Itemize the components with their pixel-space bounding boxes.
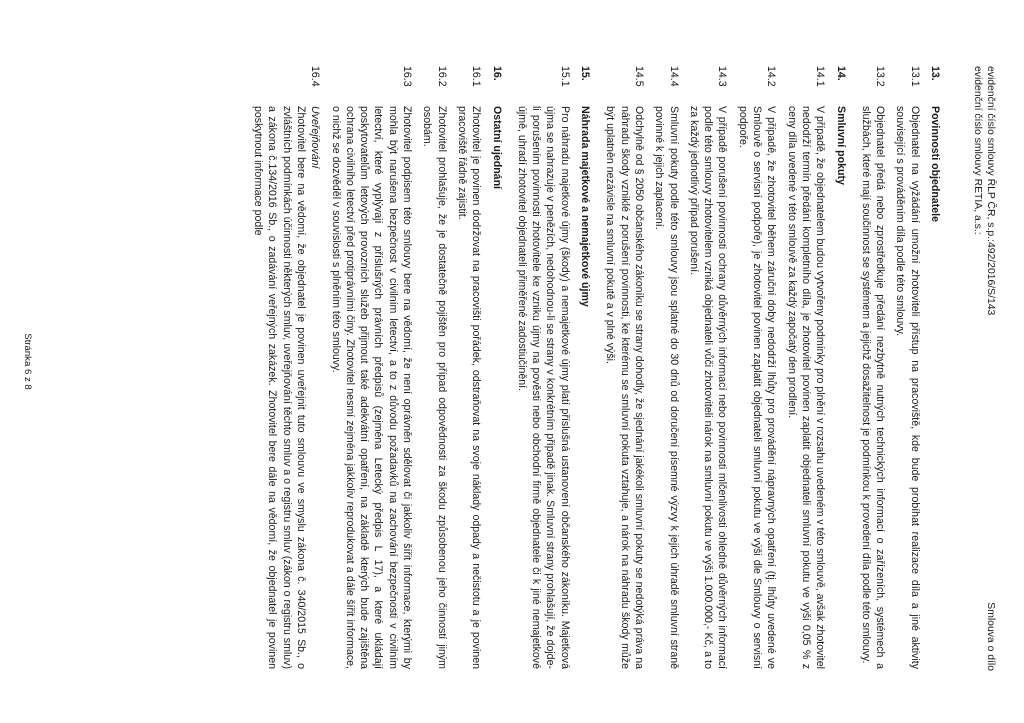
section-number: 13. <box>929 66 941 81</box>
clause-text: V případě porušení povinnosti ochrany důvěrných informací nebo povinnosti mlčenlivosti ohledně důvěrných informací podle této smlouvy zhotovitelem vzniká objednateli vůči zhotoviteli nárok na smluvní pokutu ve výši 1.000.000,- Kč, a to za každý jednotlivý případ porušení. <box>687 106 729 669</box>
clause-number: 13.1 <box>908 66 921 87</box>
clause-subtitle: Uveřejňování <box>309 106 322 169</box>
section-heading: Ostatní ujednání <box>490 106 503 189</box>
clause-text: Objednatel na vyžádání umožní zhotoviteli přístup na pracoviště, kde bude probíhat realizace díla a jiné aktivity související s prováděním díla podle této smlouvy. <box>894 106 921 669</box>
clause <box>652 66 681 669</box>
clause-text: Objednatel předá nebo zprostředkuje předání nezbytně nutných technických informací o zařízeních, systémech a službách, které mají součinnost se systémem a jejichž dosažitelnost je podmínkou k provedení díla podle této smlouvy. <box>859 106 887 669</box>
section-heading: Povinnosti objednatele <box>929 106 941 222</box>
clause <box>687 66 730 669</box>
clause-text: V případě, že objednatelem budou vytvořeny podmínky pro plnění v rozsahu uvedeném v této smlouvě, avšak zhotovitel nedodrží termín předání kompletního díla, je zhotovitel povinen zaplatit objednateli smluvní pokutu ve výši 0,05 % z ceny díla uvedené v této smlouvě za každý započatý den prodlení. <box>785 106 827 669</box>
section-number: 15. <box>579 66 592 81</box>
clause <box>859 66 888 669</box>
clause-body: Zhotovitel bere na vědomí, že objednatel je povinen uveřejnit tuto smlouvu ve smyslu zákona č. 340/2015 Sb., o zvláštních podmínkách účinnosti některých smluv, uveřejňování těchto smluv a o registru smluv (zákon o registru smluv) a zákona č.134/2016 Sb., o zadávání veřejných zakázek. Zhotovitel bere dále na vědomí, že objednatel je povinen poskytnout informace podle <box>252 106 308 669</box>
clause <box>455 66 484 669</box>
clause-number: 16.3 <box>401 66 414 87</box>
clause-text: V případě, že zhotovitel během záruční doby nedodrží lhůty pro provádění nápravných opatření (tj. lhůty uvedené ve Smlouvě o servisní podpoře), je zhotovitel povinen zaplatit objednateli smluvní pokutu ve výši dle Smlouvy o servisní podpoře. <box>736 106 778 669</box>
page-header-left <box>971 66 997 315</box>
clause-text: Zhotovitel podpisem této smlouvy bere na vědomí, že není oprávněn sdělovat či jakkoliv šířit informace, kterými by mohla být narušena bezpečnost v civilním letectví, a to z důvodu požadavků na zachování bezpečnosti v civilním letectví, které vyplývají z příslušných právních předpisů (zejména Letecký předpis L 17), a které ukládají poskytovatelům letových provozních služeb přijmout také adekvátní opatření, na základě kterých bude zajištěna ochrana civilního letectví před protiprávními činy. Zhotovitel nesmí zejména jakkoliv reprodukovat a dále šířit informace, o nichž se dozvěděl v souvislosti s plněním této smlouvy. <box>329 106 414 669</box>
clause-number: 14.1 <box>814 66 827 87</box>
clause-number: 13.2 <box>874 66 887 87</box>
clause-number: 16.2 <box>435 66 448 87</box>
clause-number: 15.1 <box>558 66 571 87</box>
clause-number: 16.1 <box>470 66 483 87</box>
clause-text <box>251 106 322 669</box>
clause-number: 14.5 <box>632 66 645 87</box>
section-title <box>489 66 503 669</box>
document-type-label: Smlouva o dílo <box>985 602 996 671</box>
clause-number: 14.2 <box>765 66 778 87</box>
clause <box>328 66 414 669</box>
section-title <box>928 66 942 669</box>
clause <box>251 66 322 669</box>
clause <box>603 66 646 669</box>
section-title <box>833 66 847 669</box>
contract-number-rlp: evidenční číslo smlouvy ŘLP ČR, s.p.:492/2016/S/143 <box>985 66 996 316</box>
clause-text: Zhotovitel prohlašuje, že je dostatečně pojištěn pro případ odpovědnosti za škodu způsobenou jeho činností jiným osobám. <box>421 106 448 669</box>
clause-text: Odchylně od § 2050 občanského zákoníku se strany dohodly, že sjednání jakékoli smluvní pokuty se nedotýká práva na náhradu škody vzniklé z porušení povinnosti, ke kterému se smluvní pokuta vztahuje, a nárok na náhradu škody může být uplatněn nezávisle na smluvní pokutě a v plné výši. <box>604 106 645 669</box>
section-number: 14. <box>834 66 847 81</box>
page-number: Stránka 6 z 8 <box>22 333 33 390</box>
clause-number: 14.4 <box>667 66 680 87</box>
clause <box>735 66 778 669</box>
section-16 <box>251 66 504 669</box>
section-14 <box>603 66 847 669</box>
contract-number-retia: evidenční číslo smlouvy RETIA, a.s.: <box>972 66 983 235</box>
section-heading: Smluvní pokuty <box>834 106 847 185</box>
clause-text: Smluvní pokuty podle této smlouvy jsou splatné do 30 dnů od doručení písemné výzvy k jejich úhradě smluvní straně povinné k jejich zaplacení. <box>653 106 680 669</box>
clause-text: Pro náhradu majetkové újmy (škody) a nemajetkové újmy platí příslušná ustanovení občanského zákoníku. Majetková újma se nahrazuje v penězích, nedohodnou-li se strany v konkrétním případě jinak. Smluvní strany prohlašují, že dojde-li porušením povinnosti zhotovitele ke vzniku újmy na pověsti nebo obchodní firmě objednatele či k jiné nemajetkové újmě, uhradí zhotovitel objednateli přiměřené zadostiučinění. <box>515 106 571 669</box>
clause <box>420 66 449 669</box>
clause-text: Zhotovitel je povinen dodržovat na pracovišti pořádek, odstraňovat na svoje náklady odpady a nečistotu a je povinen pracoviště řádně zajistit. <box>455 106 483 669</box>
clause <box>893 66 922 669</box>
clause-number: 14.3 <box>716 66 729 87</box>
section-title <box>578 66 592 669</box>
section-13 <box>859 66 942 669</box>
document-body <box>240 66 942 669</box>
section-15 <box>515 66 592 669</box>
section-heading: Náhrada majetkové a nemajetkové újmy <box>579 106 592 307</box>
clause-number: 16.4 <box>309 66 322 87</box>
clause <box>784 66 827 669</box>
clause <box>515 66 572 669</box>
section-number: 16. <box>490 66 503 81</box>
